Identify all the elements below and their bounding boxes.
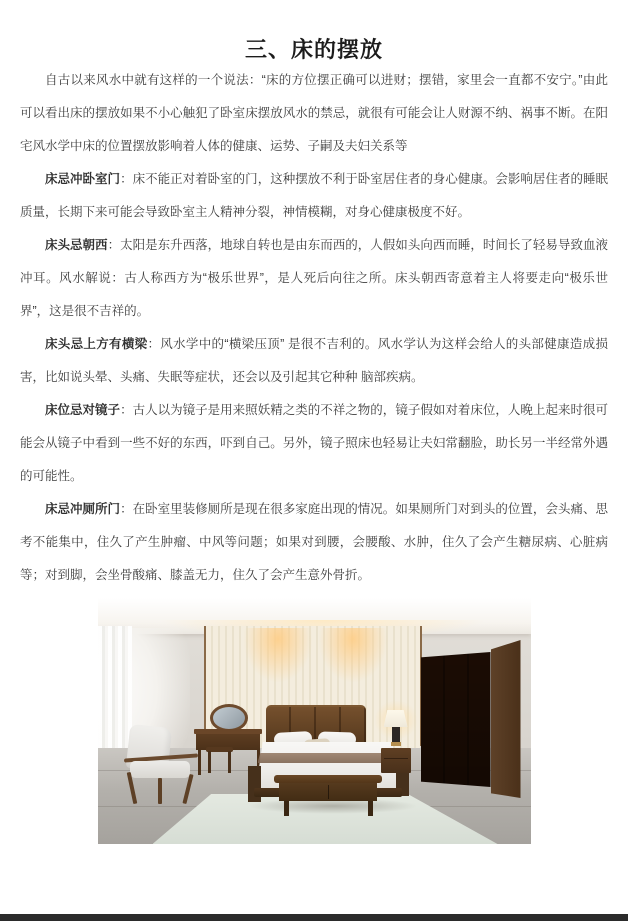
armchair-leg	[158, 778, 162, 804]
wardrobe-side	[491, 640, 521, 798]
armchair-seat-cushion	[130, 761, 190, 778]
paragraph-text: 自古以来风水中就有这样的一个说法：“床的方位摆正确可以进财；摆错，家里会一直都不安宁。”由此可以看出床的摆放如果不小心触犯了卧室床摆放风水的禁忌，就很有可能会让人财源不纳、祸事不断。在阳宅风水学中床的位置摆放影响着人体的健康、运势、子嗣及夫妇关系等	[20, 73, 608, 153]
paragraph-bed-facing-door	[20, 163, 608, 229]
bench-leg	[284, 801, 289, 816]
document-page	[0, 36, 628, 914]
table-lamp-base	[391, 742, 401, 746]
bench-leg	[368, 801, 373, 816]
paragraph-text: ：床不能正对着卧室的门，这种摆放不利于卧室居住者的身心健康。会影响居住者的睡眠质量，长期下来可能会导致卧室主人精神分裂，神情模糊，对身心健康极度不好。	[20, 172, 608, 219]
paragraph-intro	[20, 64, 608, 163]
table-lamp-shade	[384, 710, 408, 727]
paragraph-lead: 床头忌朝西	[45, 238, 108, 252]
paragraph-text: ：太阳是东升西落，地球自转也是由东而西的，人假如头向西而睡，时间长了轻易导致血液冲耳。风水解说：古人称西方为“极乐世界”，是人死后向往之所。床头朝西寄意着主人将要走向“极乐世界”，这是很不吉祥的。	[20, 238, 608, 318]
paragraph-head-west	[20, 229, 608, 328]
downlight-glow	[243, 628, 313, 683]
paragraph-lead: 床忌冲厕所门	[45, 502, 121, 516]
paragraph-beam-above	[20, 328, 608, 394]
paragraph-text: ：古人以为镜子是用来照妖精之类的不祥之物的，镜子假如对着床位，人晚上起来时很可能会从镜子中看到一些不好的东西，吓到自己。另外，镜子照床也轻易让夫妇常翻脸，助长另一半经常外遇的可能性。	[20, 403, 608, 483]
vanity-leg	[198, 749, 201, 775]
document-viewer	[0, 36, 628, 921]
paragraph-lead: 床位忌对镜子	[45, 403, 121, 417]
paragraph-toilet-door	[20, 493, 608, 592]
paragraph-lead: 床忌冲卧室门	[45, 172, 121, 186]
paragraph-lead: 床头忌上方有横梁	[45, 337, 148, 351]
wardrobe	[421, 652, 491, 787]
bed-bench	[274, 775, 382, 783]
stool-leg	[208, 751, 211, 773]
downlight-glow	[318, 628, 388, 683]
window-bottom-edge	[0, 914, 628, 921]
vanity-mirror	[210, 704, 248, 732]
paragraph-text: ：风水学中的“横梁压顶” 是很不吉利的。风水学认为这样会给人的头部健康造成损害，比如说头晕、头痛、失眠等症状，还会以及引起其它种种 脑部疾病。	[20, 337, 608, 384]
paragraph-text: ：在卧室里装修厕所是现在很多家庭出现的情况。如果厕所门对到头的位置，会头痛、思考不能集中，住久了产生肿瘤、中风等问题；如果对到腰，会腰酸、水肿，住久了会产生糖尿病、心脏病等；对到脚，会坐骨酸痛、膝盖无力，住久了会产生意外骨折。	[20, 502, 608, 582]
document-body	[20, 64, 608, 592]
bedroom-photo	[98, 598, 531, 844]
paragraph-mirror-facing	[20, 394, 608, 493]
page-title: 三、床的摆放	[244, 37, 383, 62]
nightstand	[381, 748, 411, 773]
bed-bench-drawers	[279, 783, 377, 801]
stool-leg	[228, 751, 231, 773]
bed-runner	[258, 753, 398, 763]
